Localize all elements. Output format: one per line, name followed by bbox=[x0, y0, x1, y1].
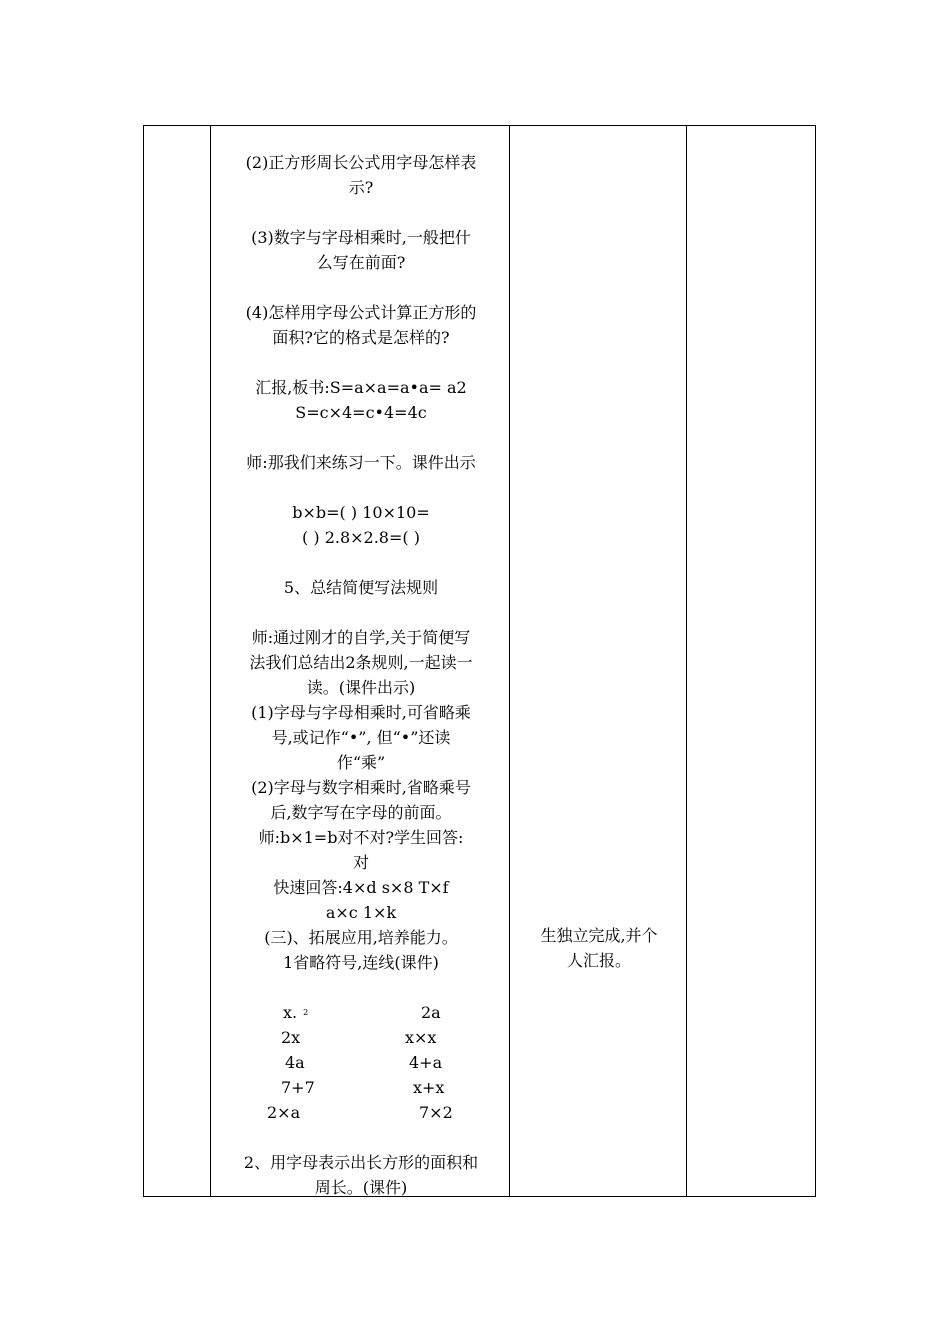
text-line bbox=[221, 350, 501, 375]
lesson-plan-table bbox=[143, 125, 816, 1197]
student-text-line: 生独立完成,并个 bbox=[540, 926, 658, 945]
student-text-line: 人汇报。 bbox=[566, 951, 631, 970]
student-activity-text bbox=[511, 923, 687, 973]
matching-right-item: 4+a bbox=[409, 1053, 443, 1072]
text-line: a×c 1×k bbox=[325, 903, 397, 922]
closing-text bbox=[221, 1125, 501, 1200]
matching-row bbox=[221, 1000, 501, 1025]
text-line bbox=[221, 1125, 501, 1150]
matching-exercise bbox=[221, 1000, 501, 1125]
matching-left-text: 2×a bbox=[267, 1103, 301, 1122]
text-line bbox=[221, 550, 501, 575]
text-line bbox=[221, 600, 501, 625]
matching-left-item bbox=[281, 1025, 300, 1050]
text-line: 作“乘” bbox=[336, 753, 386, 772]
text-line: 汇报,板书:S=a×a=a•a= a2 bbox=[255, 378, 467, 397]
matching-left-text: x. bbox=[283, 1003, 298, 1022]
text-line: (2)字母与数字相乘时,省略乘号 bbox=[251, 778, 471, 797]
matching-right-item: 7×2 bbox=[419, 1103, 453, 1122]
text-line: 2、用字母表示出长方形的面积和 bbox=[243, 1153, 479, 1172]
matching-right-item: x+x bbox=[413, 1078, 445, 1097]
text-line bbox=[221, 975, 501, 1000]
text-line: 对 bbox=[352, 853, 369, 872]
matching-row bbox=[221, 1075, 501, 1100]
text-line: (2)正方形周长公式用字母怎样表 bbox=[245, 153, 477, 172]
superscript: 2 bbox=[303, 1008, 309, 1017]
matching-right-item: x×x bbox=[405, 1028, 437, 1047]
text-line: 示? bbox=[348, 178, 374, 197]
matching-row bbox=[221, 1100, 501, 1125]
text-line: (三)、拓展应用,培养能力。 bbox=[264, 928, 458, 947]
text-line: 师:那我们来练习一下。课件出示 bbox=[246, 453, 476, 472]
matching-left-item bbox=[267, 1100, 300, 1125]
text-line: 师:通过刚才的自学,关于简便写 bbox=[251, 628, 471, 647]
matching-row bbox=[221, 1025, 501, 1050]
text-line: 师:b×1=b对不对?学生回答: bbox=[258, 828, 464, 847]
text-line: b×b=( ) 10×10= bbox=[292, 503, 430, 522]
column-divider bbox=[509, 126, 510, 1196]
teacher-activity-text bbox=[221, 150, 501, 1000]
matching-left-text: 4a bbox=[285, 1053, 305, 1072]
text-line bbox=[221, 425, 501, 450]
text-line: 读。(课件出示) bbox=[306, 678, 416, 697]
matching-left-text: 2x bbox=[281, 1028, 301, 1047]
matching-left-text: 7+7 bbox=[281, 1078, 315, 1097]
matching-left-item bbox=[283, 1000, 308, 1025]
text-line: 快速回答:4×d s×8 T×f bbox=[273, 878, 449, 897]
matching-left-item bbox=[285, 1050, 305, 1075]
text-line: ( ) 2.8×2.8=( ) bbox=[302, 528, 420, 547]
matching-row bbox=[221, 1050, 501, 1075]
text-line: S=c×4=c•4=4c bbox=[295, 403, 427, 422]
text-line: 号,或记作“•”, 但“•”还读 bbox=[271, 728, 451, 747]
text-line bbox=[221, 200, 501, 225]
student-activity-cell bbox=[511, 126, 687, 1196]
text-line: 5、总结简便写法规则 bbox=[283, 578, 439, 597]
text-line: (3)数字与字母相乘时,一般把什 bbox=[251, 228, 471, 247]
text-line: 周长。(课件) bbox=[314, 1178, 408, 1197]
text-line bbox=[221, 475, 501, 500]
text-line: 面积?它的格式是怎样的? bbox=[272, 328, 450, 347]
text-line: 么写在前面? bbox=[316, 253, 406, 272]
matching-right-item: 2a bbox=[421, 1003, 441, 1022]
text-line: 法我们总结出2条规则,一起读一 bbox=[249, 653, 473, 672]
column-divider bbox=[210, 126, 211, 1196]
text-line: (4)怎样用字母公式计算正方形的 bbox=[245, 303, 477, 322]
teacher-activity-cell bbox=[213, 126, 509, 1196]
text-line: 后,数字写在字母的前面。 bbox=[270, 803, 452, 822]
text-line: (1)字母与字母相乘时,可省略乘 bbox=[251, 703, 471, 722]
text-line: 1省略符号,连线(课件) bbox=[283, 953, 439, 972]
matching-left-item bbox=[281, 1075, 315, 1100]
text-line bbox=[221, 275, 501, 300]
